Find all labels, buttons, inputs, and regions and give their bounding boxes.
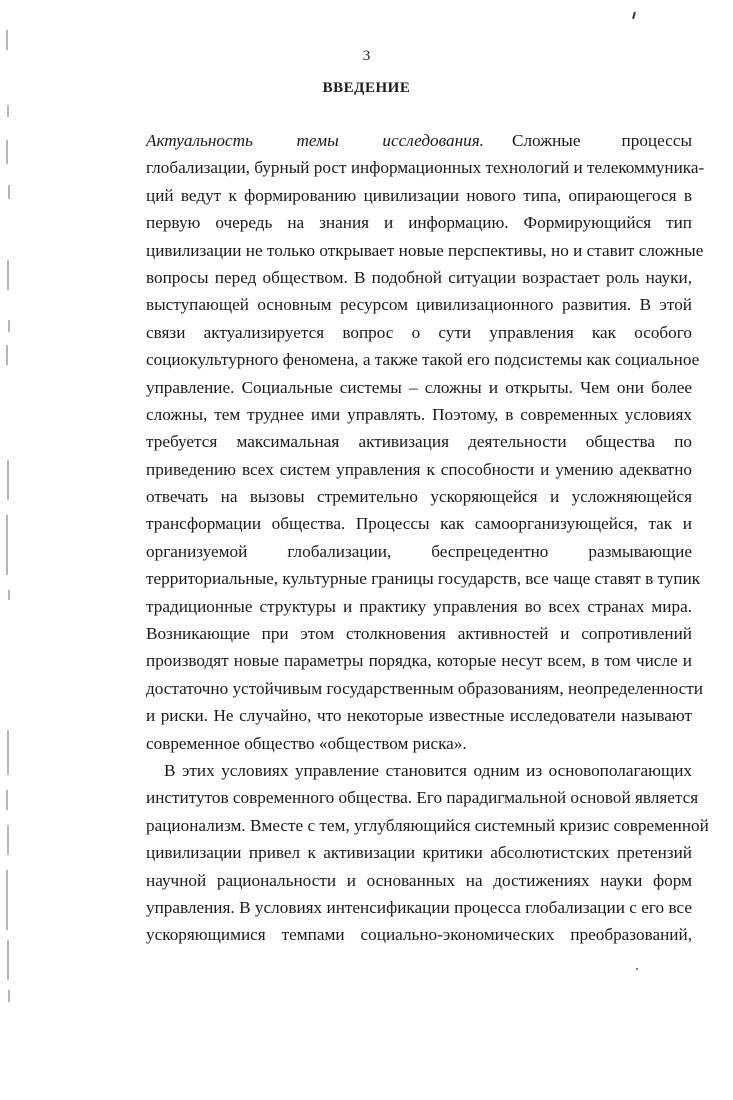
section-heading: ВВЕДЕНИЕ xyxy=(322,80,411,96)
word: темы xyxy=(296,131,339,150)
paragraph-line: сложны, тем труднее ими управлять. Поэтому, в современных условиях xyxy=(146,404,692,424)
paragraph-line: связи актуализируется вопрос о сути управления как особого xyxy=(146,322,692,342)
paragraph-line: выступающей основным ресурсом цивилизационного развития. В этой xyxy=(146,295,692,315)
paragraph-relevance xyxy=(146,127,705,757)
word: Сложные xyxy=(512,131,581,150)
paragraph-line: и риски. Не случайно, что некоторые известные исследователи называют xyxy=(146,706,692,726)
paragraph-line: территориальные, культурные границы государств, все чаще ставят в тупик xyxy=(146,569,701,589)
paragraph-line: достаточно устойчивым государственным образованиям, неопределенности xyxy=(146,678,703,698)
paragraph-line: ций ведут к формированию цивилизации нового типа, опирающегося в xyxy=(146,185,692,205)
paragraph-line: Возникающие при этом столкновения активностей и сопротивлений xyxy=(146,624,692,644)
paragraph-line: требуется максимальная активизация деятельности общества по xyxy=(146,432,692,452)
paragraph-line: современное общество «обществом риска». xyxy=(146,733,467,753)
page-number: 3 xyxy=(362,48,371,64)
paragraph-line: традиционные структуры и практику управления во всех странах мира. xyxy=(146,596,692,616)
word: процессы xyxy=(621,131,692,150)
paragraph-line xyxy=(146,127,692,154)
paragraph-line: первую очередь на знания и информацию. Формирующийся тип xyxy=(146,213,692,233)
document-body xyxy=(146,127,709,949)
paragraph-line: приведению всех систем управления к способности и умению адекватно xyxy=(146,459,692,479)
paragraph-line: социокультурного феномена, а также такой его подсистемы как социальное xyxy=(146,350,700,370)
paragraph-management xyxy=(146,757,709,949)
paragraph-line: цивилизации привел к активизации критики абсолютистских претензий xyxy=(146,843,692,863)
word: Актуальность xyxy=(146,131,253,150)
paragraph-line: В этих условиях управление становится одним из основополагающих xyxy=(164,760,692,780)
scan-tick-mark xyxy=(632,12,636,19)
paragraph-line: управление. Социальные системы – сложны и открыты. Чем они более xyxy=(146,377,692,397)
scan-dot xyxy=(636,968,638,970)
paragraph-line: организуемой глобализации, беспрецедентно размывающие xyxy=(146,541,692,561)
paragraph-line: отвечать на вызовы стремительно ускоряющейся и усложняющейся xyxy=(146,487,692,507)
paragraph-line: вопросы перед обществом. В подобной ситуации возрастает роль науки, xyxy=(146,267,692,287)
paragraph-line: управления. В условиях интенсификации процесса глобализации с его все xyxy=(146,897,692,917)
paragraph-line: цивилизации не только открывает новые перспективы, но и ставит сложные xyxy=(146,240,704,260)
paragraph-line: производят новые параметры порядка, которые несут всем, в том числе и xyxy=(146,651,692,671)
lead-rest-text xyxy=(512,127,692,154)
paragraph-line: институтов современного общества. Его парадигмальной основой является xyxy=(146,788,699,808)
paragraph-line: трансформации общества. Процессы как самоорганизующейся, так и xyxy=(146,514,692,534)
italic-lead-heading xyxy=(146,127,484,154)
word: исследования. xyxy=(382,131,484,150)
paragraph-line: рационализм. Вместе с тем, углубляющийся системный кризис современной xyxy=(146,815,709,835)
paragraph-line: научной рациональности и основанных на достижениях науки форм xyxy=(146,870,692,890)
paragraph-line: глобализации, бурный рост информационных технологий и телекоммуника- xyxy=(146,158,705,178)
scan-margin-artifacts xyxy=(0,0,30,1100)
paragraph-line: ускоряющимися темпами социально-экономических преобразований, xyxy=(146,925,692,945)
